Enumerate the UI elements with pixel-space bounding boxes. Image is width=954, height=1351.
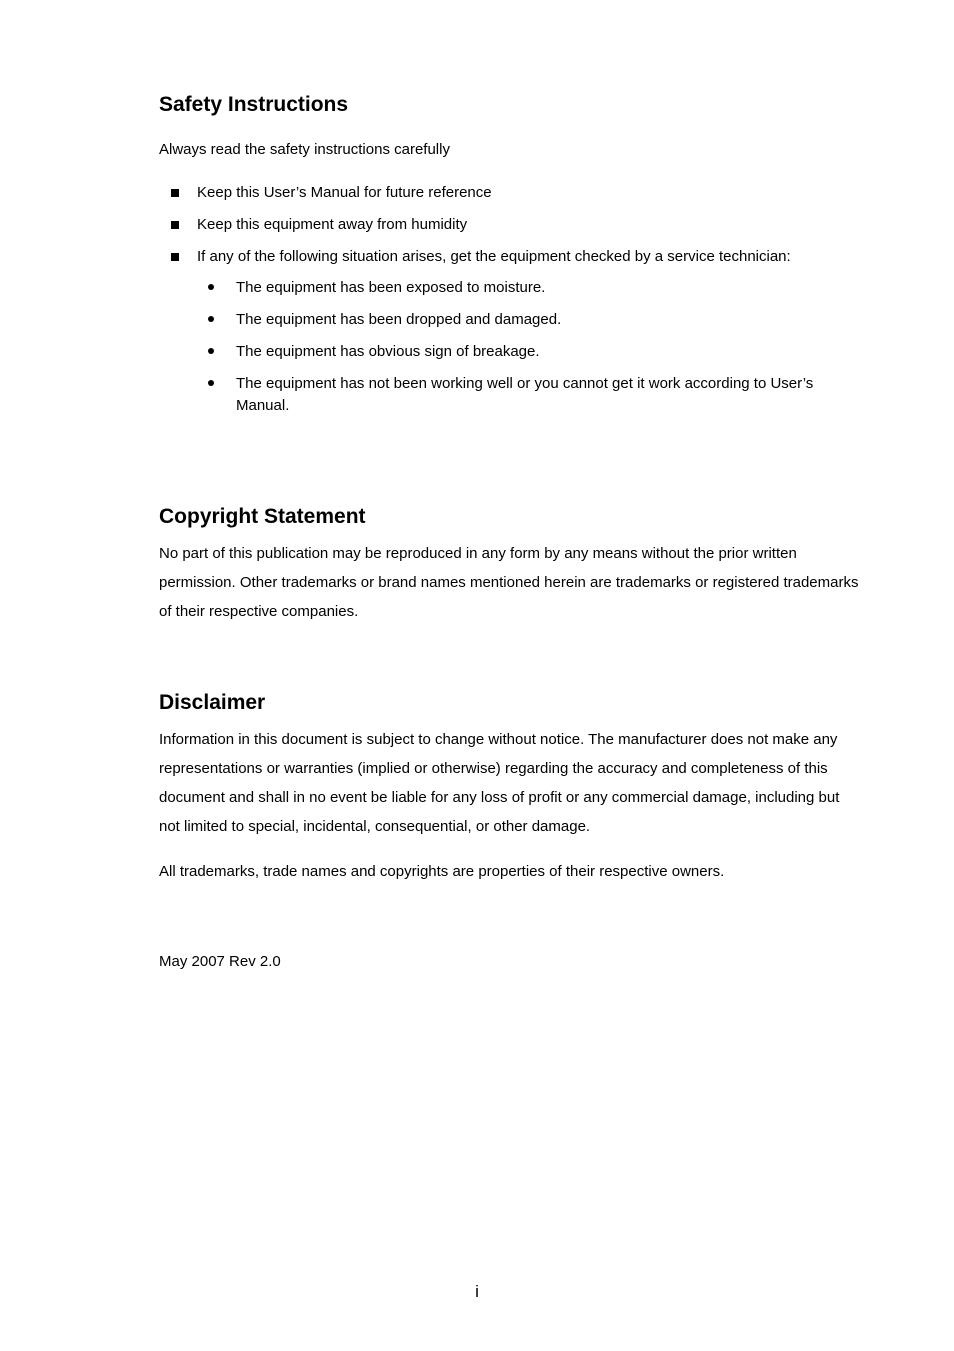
- safety-subitem: [159, 373, 864, 417]
- round-bullet-icon: [208, 316, 214, 322]
- square-bullet-icon: [171, 221, 179, 229]
- copyright-text: No part of this publication may be reproduced in any form by any means without the prior written permission. Other trademarks or brand names mentioned herein are trademarks or registered trademarks of their respective companies.: [159, 545, 859, 620]
- safety-list-item: [159, 184, 864, 216]
- revision-date: May 2007 Rev 2.0: [159, 953, 281, 970]
- round-bullet-icon: [208, 348, 214, 354]
- safety-subitem: [159, 341, 864, 363]
- safety-list-item: [159, 248, 864, 280]
- safety-sublist: [159, 277, 864, 427]
- safety-item-text: If any of the following situation arises, get the equipment checked by a service technician:: [197, 248, 791, 265]
- safety-item-text: Keep this equipment away from humidity: [197, 216, 468, 233]
- page-number: i: [475, 1282, 479, 1301]
- safety-item-text: Keep this User’s Manual for future reference: [197, 184, 492, 201]
- safety-list: [159, 184, 864, 280]
- trademarks-text: All trademarks, trade names and copyrights are properties of their respective owners.: [159, 863, 725, 880]
- square-bullet-icon: [171, 253, 179, 261]
- disclaimer-text: Information in this document is subject to change without notice. The manufacturer does not make any representations or warranties (implied or otherwise) regarding the accuracy and completeness of this document and shall in no event be liable for any loss of profit or any commercial damage, including but not limited to special, incidental, consequential, or other damage.: [159, 731, 840, 835]
- safety-subitem-text: The equipment has been exposed to moisture.: [236, 279, 546, 296]
- square-bullet-icon: [171, 189, 179, 197]
- round-bullet-icon: [208, 380, 214, 386]
- safety-subitem: [159, 277, 864, 299]
- copyright-heading: Copyright Statement: [159, 505, 366, 528]
- safety-subitem-text: The equipment has not been working well or you cannot get it work according to User’s Manual.: [236, 375, 814, 414]
- safety-subitem-text: The equipment has obvious sign of breakage.: [236, 343, 540, 360]
- safety-subitem-text: The equipment has been dropped and damaged.: [236, 311, 562, 328]
- round-bullet-icon: [208, 284, 214, 290]
- safety-subitem: [159, 309, 864, 331]
- safety-instructions-heading: Safety Instructions: [159, 93, 349, 116]
- safety-list-item: [159, 216, 864, 248]
- disclaimer-heading: Disclaimer: [159, 691, 266, 714]
- safety-intro: Always read the safety instructions carefully: [159, 141, 450, 158]
